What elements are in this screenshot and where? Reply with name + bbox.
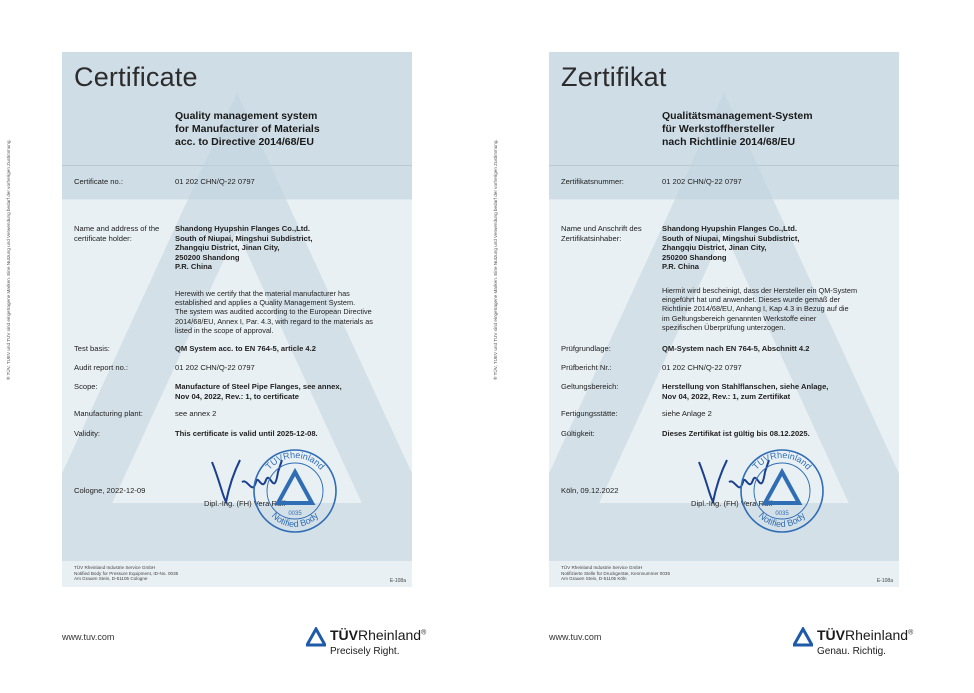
holder-label: Name and address of the certificate holder: xyxy=(74,224,160,243)
issuer-details: TÜV Rheinland Industrie Service GmbH Notifizierte Stelle für Druckgeräte, Kennnummer 0035 Am Grauen Stein, D-51105 Köln xyxy=(561,565,671,582)
audit-report-label: Prüfbericht Nr.: xyxy=(561,363,612,372)
svg-text:Notified Body: Notified Body xyxy=(269,510,321,530)
svg-text:0035: 0035 xyxy=(775,511,789,517)
manufacturing-plant-label: Fertigungsstätte: xyxy=(561,409,618,418)
audit-report-value: 01 202 CHN/Q-22 0797 xyxy=(175,363,255,372)
validity-label: Gültigkeit: xyxy=(561,429,595,438)
manufacturing-plant-label: Manufacturing plant: xyxy=(74,409,143,418)
slogan: Precisely Right. xyxy=(330,646,400,657)
trademark-side-note: ® TÜV, TUEV und TUV sind eingetragene Marken. Eine Nutzung und Verwendung bedarf der vorherigen Zustimmung. xyxy=(493,139,498,380)
cert-no-value: 01 202 CHN/Q-22 0797 xyxy=(662,177,742,186)
scope-label: Scope: xyxy=(74,382,98,391)
manufacturing-plant-value: see annex 2 xyxy=(175,409,217,418)
certificate-sheet xyxy=(62,52,412,587)
tuv-triangle-icon xyxy=(793,627,813,647)
cert-no-label: Certificate no.: xyxy=(74,177,123,186)
holder-address: Shandong Hyupshin Flanges Co.,Ltd. South of Niupai, Mingshui Subdistrict, Zhangqiu District, Jinan City, 250200 Shandong P.R. China xyxy=(175,224,313,271)
form-number: E-108a xyxy=(876,578,893,584)
certificate-page-german xyxy=(487,0,974,693)
test-basis-value: QM-System nach EN 764-5, Abschnitt 4.2 xyxy=(662,344,810,353)
certificate-subject: Qualitätsmanagement-System für Werkstoffhersteller nach Richtlinie 2014/68/EU xyxy=(662,110,813,148)
audit-report-value: 01 202 CHN/Q-22 0797 xyxy=(662,363,742,372)
test-basis-label: Prüfgrundlage: xyxy=(561,344,611,353)
svg-text:TÜVRheinland: TÜVRheinland xyxy=(263,449,327,472)
svg-text:Notified Body: Notified Body xyxy=(756,510,808,530)
signatory-name: Dipl.-Ing. (FH) Vera Ruff xyxy=(204,499,286,508)
page-title: Certificate xyxy=(74,62,198,92)
issuer-details: TÜV Rheinland Industrie Service GmbH Notified Body for Pressure Equipment, ID-No. 0035 Am Grauen Stein, D-51105 Cologne xyxy=(74,565,179,582)
certificate-sheet xyxy=(549,52,899,587)
test-basis-value: QM System acc. to EN 764-5, article 4.2 xyxy=(175,344,316,353)
manufacturing-plant-value: siehe Anlage 2 xyxy=(662,409,712,418)
website-link[interactable]: www.tuv.com xyxy=(62,632,115,642)
scope-value: Herstellung von Stahlflanschen, siehe Anlage, Nov 04, 2022, Rev.: 1, zum Zertifikat xyxy=(662,382,829,401)
scope-value: Manufacture of Steel Pipe Flanges, see annex, Nov 04, 2022, Rev.: 1, to certificate xyxy=(175,382,342,401)
validity-value: Dieses Zertifikat ist gültig bis 08.12.2025. xyxy=(662,429,810,438)
svg-text:0035: 0035 xyxy=(288,511,302,517)
tuv-rheinland-logo: TÜVRheinland® Precisely Right. xyxy=(306,625,476,665)
audit-report-label: Audit report no.: xyxy=(74,363,129,372)
tuv-triangle-icon xyxy=(306,627,326,647)
place-date: Cologne, 2022-12-09 xyxy=(74,486,146,495)
notified-body-seal xyxy=(252,448,338,534)
website-link[interactable]: www.tuv.com xyxy=(549,632,602,642)
tuv-rheinland-logo: TÜVRheinland® Genau. Richtig. xyxy=(793,625,963,665)
svg-text:TÜVRheinland: TÜVRheinland xyxy=(750,449,814,472)
holder-address: Shandong Hyupshin Flanges Co.,Ltd. South of Niupai, Mingshui Subdistrict, Zhangqiu District, Jinan City, 250200 Shandong P.R. China xyxy=(662,224,800,271)
certification-statement: Hiermit wird bescheinigt, dass der Hersteller ein QM-System eingeführt hat und anwendet. Dieses wurde gemäß der Richtlinie 2014/68/EU, Anhang I, Kap 4.3 in Bezug auf die im Geltungsbereich genannten Werkstoffe einer spezifischen Überprüfung unterzogen. xyxy=(662,286,858,332)
place-date: Köln, 09.12.2022 xyxy=(561,486,619,495)
scope-label: Geltungsbereich: xyxy=(561,382,619,391)
test-basis-label: Test basis: xyxy=(74,344,110,353)
form-number: E-108a xyxy=(389,578,406,584)
cert-no-label: Zertifikatsnummer: xyxy=(561,177,624,186)
validity-value: This certificate is valid until 2025-12-08. xyxy=(175,429,318,438)
slogan: Genau. Richtig. xyxy=(817,646,886,657)
trademark-side-note: ® TÜV, TUEV und TUV sind eingetragene Marken. Eine Nutzung und Verwendung bedarf der vorherigen Zustimmung. xyxy=(6,139,11,380)
certificate-subject: Quality management system for Manufacturer of Materials acc. to Directive 2014/68/EU xyxy=(175,110,320,148)
holder-label: Name und Anschrift des Zertifikatsinhaber: xyxy=(561,224,642,243)
validity-label: Validity: xyxy=(74,429,101,438)
certification-statement: Herewith we certify that the material manufacturer has established and applies a Quality Management System. The system was audited according to the European Directive 2014/68/EU, Annex I, Par. 4.3, with regard to the materials as listed in the scope of approval. xyxy=(175,289,373,335)
page-title: Zertifikat xyxy=(561,62,667,92)
signatory-name: Dipl.-Ing. (FH) Vera Ruff xyxy=(691,499,773,508)
notified-body-seal xyxy=(739,448,825,534)
cert-no-value: 01 202 CHN/Q-22 0797 xyxy=(175,177,255,186)
